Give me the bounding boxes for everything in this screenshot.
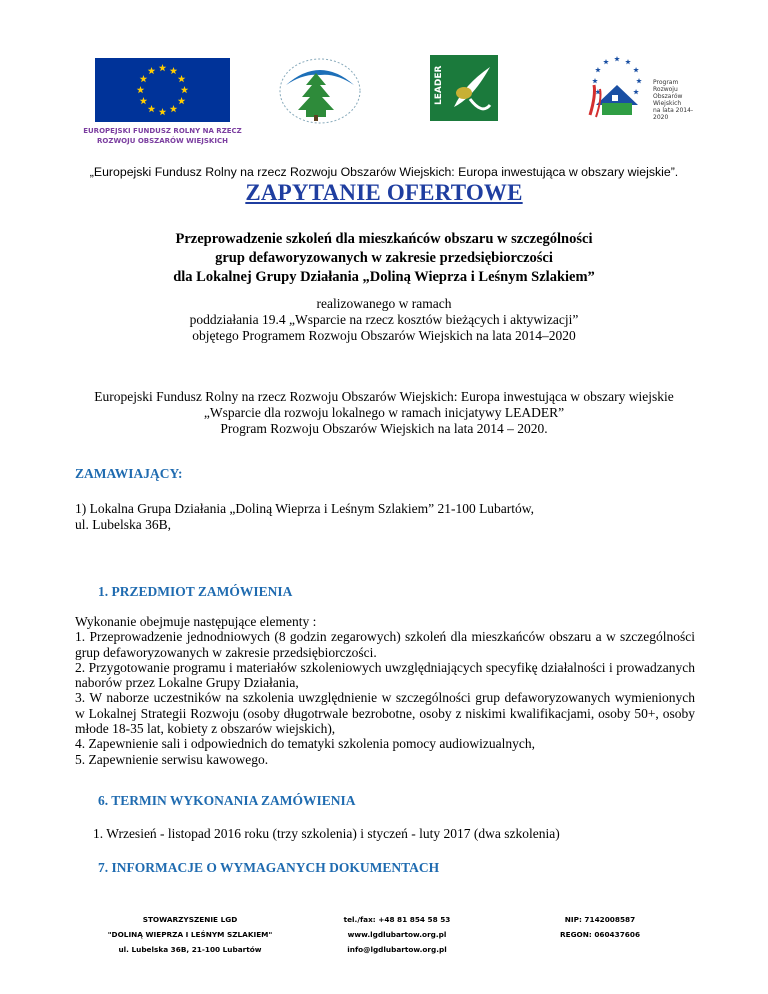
eu-caption-line-1: EUROPEJSKI FUNDUSZ ROLNY NA RZECZ — [83, 127, 242, 135]
leader-text: LEADER — [434, 65, 444, 105]
footer-org-full-name: "DOLINĄ WIEPRZA I LEŚNYM SZLAKIEM" — [107, 930, 273, 939]
star-icon — [633, 67, 639, 72]
eu-caption — [60, 126, 265, 146]
subject-line-1: Przeprowadzenie szkoleń dla mieszkańców obszaru w szczególności — [175, 231, 593, 247]
section-1-heading: 1. PRZEDMIOT ZAMÓWIENIA — [98, 584, 293, 599]
efrrow-block — [0, 389, 768, 437]
efrrow-line-2: „Wsparcie dla rozwoju lokalnego w ramach inicjatywy LEADER” — [203, 405, 565, 420]
realized-line-1: realizowanego w ramach — [316, 296, 452, 311]
prow-line-3: Obszarów — [653, 93, 683, 100]
list-item: 2. Przygotowanie programu i materiałów szkoleniowych uwzględniających specyfikę działalności i prowadzanych naborów przez Lokalne Grupy Działania, — [75, 659, 695, 691]
subject-line-3: dla Lokalnej Grupy Działania „Doliną Wieprza i Leśnym Szlakiem” — [173, 269, 595, 285]
footer-email: info@lgdlubartow.org.pl — [347, 945, 447, 954]
footer-regon: REGON: 060437606 — [559, 930, 641, 939]
footer-nip: NIP: 7142008587 — [564, 915, 636, 924]
realized-line-2: poddziałania 19.4 „Wsparcie na rzecz kosztów bieżących i aktywizacji” — [189, 312, 579, 327]
star-icon — [633, 89, 639, 94]
star-icon — [636, 78, 642, 83]
section-6-item: 1. Wrzesień - listopad 2016 roku (trzy szkolenia) i styczeń - luty 2017 (dwa szkolenia) — [93, 826, 560, 841]
star-icon — [603, 59, 609, 64]
subject — [0, 230, 768, 287]
footer-website: www.lgdlubartow.org.pl — [347, 930, 447, 939]
footer-org-address: ul. Lubelska 36B, 21-100 Lubartów — [118, 945, 262, 954]
list-item: 4. Zapewnienie sali i odpowiednich do tematyki szkolenia pomocy audiowizualnych, — [75, 736, 536, 752]
leader-logo — [430, 55, 498, 121]
section-6-heading: 6. TERMIN WYKONANIA ZAMÓWIENIA — [98, 793, 356, 808]
address-line-2: ul. Lubelska 36B, — [75, 517, 171, 532]
footer-contact — [312, 912, 482, 957]
prow-logo — [582, 55, 694, 125]
lgd-logo — [276, 55, 364, 125]
prow-line-4: Wiejskich — [653, 100, 682, 107]
motto: „Europejski Fundusz Rolny na rzecz Rozwoju Obszarów Wiejskich: Europa inwestująca w obszary wiejskie”. — [89, 165, 679, 179]
footer-org-name: STOWARZYSZENIE LGD — [142, 915, 238, 924]
address-line-1: 1) Lokalna Grupa Działania „Doliną Wieprza i Leśnym Szlakiem” 21-100 Lubartów, — [75, 501, 535, 516]
subject-line-2: grup defaworyzowanych w zakresie przedsiębiorczości — [215, 250, 553, 266]
footer-ids — [540, 912, 660, 942]
eu-stars-icon — [95, 58, 230, 122]
zamawiajacy-address — [75, 501, 534, 533]
efrrow-line-1: Europejski Fundusz Rolny na rzecz Rozwoju Obszarów Wiejskich: Europa inwestująca w obszary wiejskie — [94, 389, 674, 404]
list-item: 5. Zapewnienie serwisu kawowego. — [75, 751, 269, 767]
efrrow-line-3: Program Rozwoju Obszarów Wiejskich na lata 2014 – 2020. — [220, 421, 548, 436]
eu-flag-logo — [95, 58, 230, 122]
section-7-heading: 7. INFORMACJE O WYMAGANYCH DOKUMENTACH — [98, 860, 440, 875]
prow-line-1: Program — [653, 79, 679, 86]
zamawiajacy-heading: ZAMAWIAJĄCY: — [75, 466, 183, 481]
prow-line-2: Rozwoju — [653, 86, 678, 93]
prow-text — [653, 79, 694, 121]
star-icon — [595, 67, 601, 72]
list-item: 1. Przeprowadzenie jednodniowych (8 godzin zegarowych) szkoleń dla mieszkańców obszaru a w szczególności grup defaworyzowanych w zakresie przedsiębiorczości. — [75, 629, 695, 660]
realized-block — [0, 296, 768, 344]
prow-line-5: na lata 2014-2020 — [653, 107, 694, 121]
leader-leaf-icon — [430, 55, 498, 121]
star-icon — [614, 56, 620, 61]
star-icon — [592, 78, 598, 83]
page-title: ZAPYTANIE OFERTOWE — [245, 180, 523, 205]
star-icon — [625, 59, 631, 64]
footer-phone: tel./fax: +48 81 854 58 53 — [343, 915, 451, 924]
eu-caption-line-2: ROZWOJU OBSZARÓW WIEJSKICH — [97, 137, 228, 145]
realized-line-3: objętego Programem Rozwoju Obszarów Wiejskich na lata 2014–2020 — [192, 328, 576, 343]
footer-org — [95, 912, 285, 957]
section-1-body — [75, 614, 695, 767]
tree-icon — [276, 55, 364, 125]
prow-emblem-icon — [582, 55, 652, 125]
section-1-intro: Wykonanie obejmuje następujące elementy : — [75, 614, 317, 629]
list-item: 3. W naborze uczestników na szkolenia uwzględnienie w szczególności grup defaworyzowanych wymienionych w Lokalnej Strategii Rozwoju (osoby długotrwale bezrobotne, osoby z niskimi kwalifikacjami, osoby 50+, osoby młode 18-35 lat, kobiety z obszarów wiejskich), — [75, 690, 695, 737]
